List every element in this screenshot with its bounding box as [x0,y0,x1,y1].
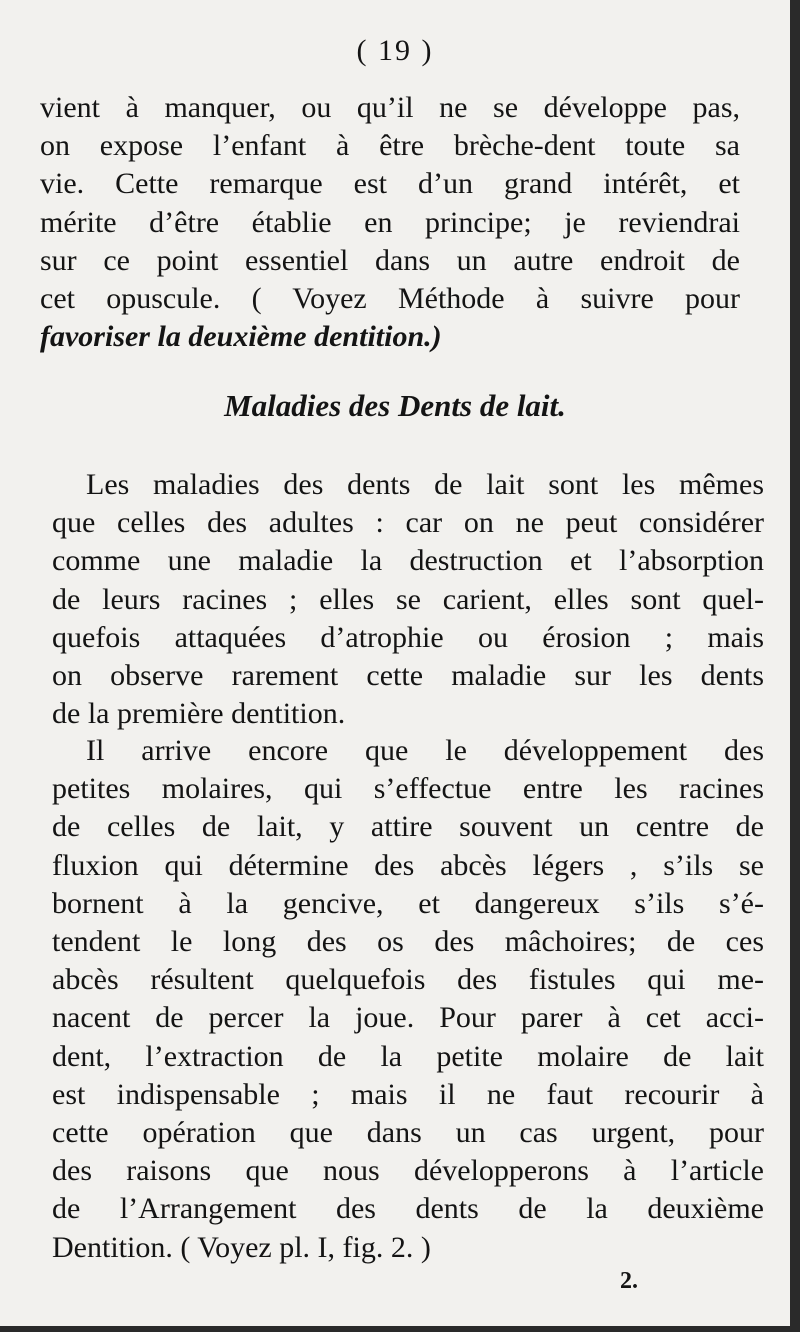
text-line: petites molaires, qui s’effectue entre les racines [52,772,764,806]
text-line: sur ce point essentiel dans un autre endroit de [40,243,740,277]
text-line: de l’Arrangement des dents de la deuxième [52,1192,764,1226]
text-line: de leurs racines ; elles se carient, elles sont quel- [52,582,764,616]
text-line: tendent le long des os des mâchoires; de ces [52,925,764,959]
text-line: que celles des adultes : car on ne peut considérer [52,506,764,540]
paragraph-molaires [52,732,764,1267]
text-line: mérite d’être établie en principe; je reviendrai [40,205,740,239]
paragraph-maladies [52,466,764,733]
text-line: de la première dentition. [52,697,346,731]
text-line: dent, l’extraction de la petite molaire de lait [52,1039,764,1073]
text-line: cette opération que dans un cas urgent, pour [52,1116,764,1150]
text-line: fluxion qui détermine des abcès légers , s’ils se [52,848,764,882]
text-line: favoriser la deuxième dentition.) [40,320,442,354]
text-line: Les maladies des dents de lait sont les mêmes [86,468,764,501]
text-line: vient à manquer, ou qu’il ne se développe pas, [40,91,740,124]
text-line: de celles de lait, y attire souvent un centre de [52,810,764,844]
text-line: on expose l’enfant à être brèche-dent toute sa [40,129,740,163]
text-line: des raisons que nous développerons à l’article [52,1154,764,1188]
text-line: quefois attaquées d’atrophie ou érosion ; mais [52,620,764,654]
text-line: nacent de percer la joue. Pour parer à cet acci- [52,1001,764,1035]
section-heading: Maladies des Dents de lait. [224,388,566,423]
signature-mark: 2. [620,1268,638,1294]
paragraph-continued [40,89,740,356]
text-line: abcès résultent quelquefois des fistules qui me- [52,963,764,997]
text-line: on observe rarement cette maladie sur les dents [52,659,764,693]
text-line: bornent à la gencive, et dangereux s’ils s’é- [52,886,764,920]
text-line: Il arrive encore que le développement des [86,734,764,767]
page-number: ( 19 ) [356,34,434,67]
text-line: vie. Cette remarque est d’un grand intérêt, et [40,167,740,201]
text-line: comme une maladie la destruction et l’absorption [52,544,764,578]
text-line: est indispensable ; mais il ne faut recourir à [52,1077,764,1111]
text-line: Dentition. ( Voyez pl. I, fig. 2. ) [52,1230,431,1264]
text-line: cet opuscule. ( Voyez Méthode à suivre pour [40,282,740,316]
